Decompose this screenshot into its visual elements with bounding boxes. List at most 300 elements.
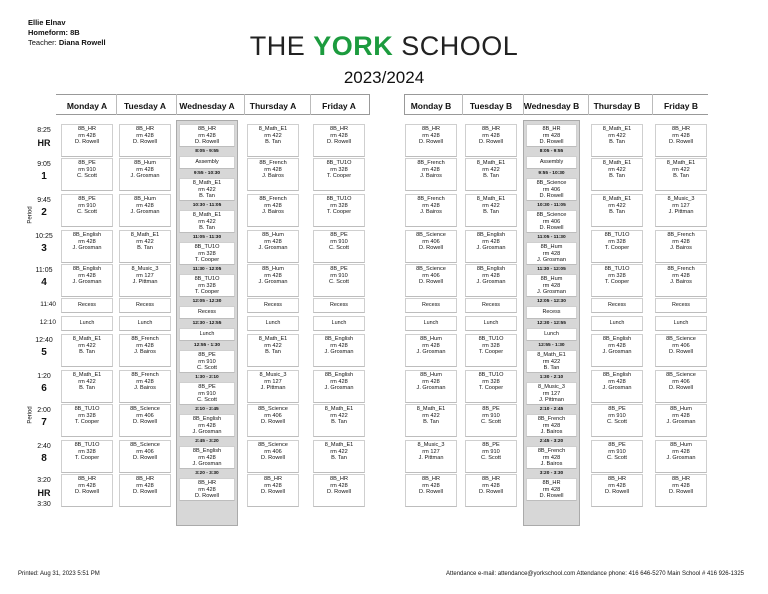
recess-block[interactable]: [179, 306, 235, 319]
class-line: 8B_French: [417, 160, 445, 166]
class-line: rm 428: [422, 166, 440, 173]
class-line: rm 428: [264, 238, 282, 245]
class-line: 8B_Science: [130, 442, 160, 448]
class-line: 8B_Hum: [134, 160, 156, 166]
class-block[interactable]: [655, 474, 707, 507]
class-line: 8B_PE: [78, 160, 96, 166]
class-line: rm 422: [330, 448, 348, 455]
class-block[interactable]: [119, 334, 171, 367]
school-logo: [0, 31, 768, 62]
class-line: 8B_HR: [77, 476, 97, 482]
lunch-block[interactable]: [526, 328, 577, 341]
class-line: rm 422: [198, 218, 216, 225]
class-block[interactable]: [61, 194, 113, 227]
recess-block[interactable]: [247, 298, 299, 313]
class-line: rm 328: [330, 166, 348, 173]
lunch-block[interactable]: [61, 316, 113, 331]
class-line: rm 428: [78, 482, 96, 489]
class-line: T. Cooper: [74, 455, 100, 462]
period-time: 11:05: [35, 267, 53, 274]
class-line: 8B_HR: [329, 476, 349, 482]
class-line: rm 428: [198, 454, 216, 461]
class-line: rm 428: [542, 422, 561, 429]
class-line: J. Grosman: [192, 429, 222, 436]
class-block[interactable]: [247, 158, 299, 191]
time-range-label: 12:55 - 1:30: [193, 343, 221, 348]
class-block[interactable]: [61, 124, 113, 157]
period-number: 1: [41, 171, 47, 182]
class-line: 8_Math_E1: [324, 406, 354, 412]
class-line: B. Tan: [331, 419, 347, 426]
assembly-block[interactable]: [179, 156, 235, 169]
period-time: 2:40: [37, 443, 51, 450]
class-line: rm 910: [608, 412, 626, 419]
class-block[interactable]: [61, 264, 113, 297]
class-block[interactable]: [313, 404, 365, 437]
class-block[interactable]: [465, 194, 517, 227]
class-line: J. Pittman: [132, 279, 158, 286]
class-block[interactable]: [465, 474, 517, 507]
lunch-block[interactable]: [179, 328, 235, 341]
class-line: J. Bairos: [262, 173, 284, 180]
class-line: J. Pittman: [668, 209, 694, 216]
class-line: 8B_TU1O: [604, 266, 630, 272]
class-line: 8B_Science: [536, 212, 567, 218]
class-line: D. Rowell: [605, 489, 629, 496]
class-line: D. Rowell: [669, 489, 693, 496]
class-line: Lunch: [79, 320, 95, 327]
recess-block[interactable]: [313, 298, 365, 313]
class-block[interactable]: [313, 124, 365, 157]
class-line: rm 428: [422, 378, 440, 385]
class-line: D. Rowell: [419, 489, 443, 496]
class-line: 8B_PE: [198, 352, 216, 358]
class-line: D. Rowell: [419, 245, 443, 252]
class-block[interactable]: [247, 334, 299, 367]
day-header: Tuesday B: [469, 100, 513, 111]
class-line: rm 428: [672, 272, 690, 279]
class-line: Lunch: [544, 331, 559, 338]
class-line: B. Tan: [199, 193, 215, 200]
class-line: rm 127: [672, 202, 690, 209]
column-divider: [244, 94, 245, 115]
class-line: Recess: [264, 302, 282, 309]
class-line: B. Tan: [673, 173, 689, 180]
class-block[interactable]: [526, 382, 577, 405]
class-block[interactable]: [119, 370, 171, 403]
class-line: rm 428: [608, 378, 626, 385]
class-block[interactable]: [405, 158, 457, 191]
class-block[interactable]: [313, 230, 365, 263]
class-block[interactable]: [247, 194, 299, 227]
class-line: C. Scott: [329, 245, 349, 252]
class-line: 8B_English: [192, 416, 222, 422]
class-line: 8_Math_E1: [130, 232, 160, 238]
class-block[interactable]: [465, 158, 517, 191]
lunch-block[interactable]: [313, 316, 365, 331]
class-line: B. Tan: [79, 385, 95, 392]
class-block[interactable]: [526, 178, 577, 201]
class-line: Lunch: [137, 320, 153, 327]
class-line: B. Tan: [265, 139, 281, 146]
class-line: 8B_Science: [258, 406, 288, 412]
class-line: 8_Music_3: [259, 372, 287, 378]
class-line: rm 428: [482, 482, 500, 489]
class-line: J. Bairos: [420, 209, 442, 216]
class-line: 8B_English: [324, 336, 354, 342]
lunch-block[interactable]: [119, 316, 171, 331]
period-time: 10:25: [35, 233, 53, 240]
class-line: 8B_Science: [416, 232, 446, 238]
class-line: 8B_TU1O: [478, 336, 504, 342]
class-line: rm 422: [608, 132, 626, 139]
class-block[interactable]: [526, 242, 577, 265]
class-line: rm 910: [608, 448, 626, 455]
class-block[interactable]: [655, 264, 707, 297]
assembly-block[interactable]: [526, 156, 577, 169]
class-block[interactable]: [465, 440, 517, 473]
class-line: B. Tan: [609, 173, 625, 180]
class-block[interactable]: [61, 440, 113, 473]
column-divider: [588, 94, 589, 115]
recess-block[interactable]: [405, 298, 457, 313]
period-label: [32, 195, 56, 219]
class-line: 8B_HR: [329, 126, 349, 132]
class-block[interactable]: [247, 404, 299, 437]
class-line: B. Tan: [483, 209, 499, 216]
class-line: C. Scott: [481, 455, 501, 462]
class-line: 8B_HR: [481, 126, 501, 132]
recess-block[interactable]: [465, 298, 517, 313]
class-block[interactable]: [179, 178, 235, 201]
class-line: rm 428: [136, 342, 154, 349]
period-number: HR: [37, 138, 51, 148]
class-line: 8B_HR: [607, 476, 627, 482]
class-line: rm 406: [542, 218, 561, 225]
day-header: Monday B: [410, 100, 452, 111]
class-block[interactable]: [465, 404, 517, 437]
class-line: D. Rowell: [539, 493, 564, 500]
class-line: J. Bairos: [670, 245, 692, 252]
class-line: 8B_English: [602, 336, 632, 342]
class-block[interactable]: [591, 158, 643, 191]
class-line: D. Rowell: [419, 279, 443, 286]
class-block[interactable]: [179, 274, 235, 297]
class-block[interactable]: [526, 124, 577, 147]
class-line: 8_Math_E1: [666, 160, 696, 166]
class-line: rm 428: [542, 282, 561, 289]
class-block[interactable]: [526, 414, 577, 437]
class-line: rm 428: [136, 378, 154, 385]
class-line: 8B_PE: [330, 232, 348, 238]
class-line: rm 428: [136, 166, 154, 173]
class-block[interactable]: [61, 334, 113, 367]
period-label: [32, 475, 56, 511]
class-block[interactable]: [405, 334, 457, 367]
recess-block[interactable]: [655, 298, 707, 313]
class-line: D. Rowell: [261, 489, 285, 496]
class-block[interactable]: [247, 474, 299, 507]
class-line: rm 328: [198, 282, 216, 289]
period-time: 12:40: [35, 337, 53, 344]
class-line: B. Tan: [265, 349, 281, 356]
class-line: rm 428: [330, 132, 348, 139]
class-line: B. Tan: [609, 209, 625, 216]
class-block[interactable]: [405, 124, 457, 157]
class-line: 8B_HR: [135, 476, 155, 482]
class-block[interactable]: [591, 264, 643, 297]
class-block[interactable]: [405, 440, 457, 473]
period-number: 8: [41, 453, 47, 464]
class-block[interactable]: [591, 230, 643, 263]
period-number: HR: [37, 488, 51, 498]
class-line: rm 127: [136, 272, 154, 279]
lunch-block[interactable]: [405, 316, 457, 331]
class-line: 8B_TU1O: [194, 276, 220, 282]
class-block[interactable]: [405, 474, 457, 507]
day-header: Wednesday A: [179, 100, 235, 111]
class-block[interactable]: [179, 446, 235, 469]
class-line: B. Tan: [543, 365, 560, 372]
class-block[interactable]: [179, 124, 235, 147]
class-block[interactable]: [405, 230, 457, 263]
class-block[interactable]: [655, 334, 707, 367]
class-line: D. Rowell: [195, 139, 219, 146]
class-line: D. Rowell: [669, 385, 693, 392]
column-divider: [176, 94, 177, 115]
class-line: rm 428: [198, 486, 216, 493]
class-block[interactable]: [591, 440, 643, 473]
class-block[interactable]: [465, 230, 517, 263]
class-line: rm 328: [482, 342, 500, 349]
class-block[interactable]: [313, 370, 365, 403]
time-range-label: 3:20 - 3:30: [195, 471, 219, 476]
class-block[interactable]: [247, 124, 299, 157]
class-block[interactable]: [119, 158, 171, 191]
class-line: J. Pittman: [418, 455, 444, 462]
class-line: C. Scott: [77, 173, 97, 180]
class-block[interactable]: [247, 264, 299, 297]
homeform-label: Homeform:: [28, 28, 69, 37]
class-block[interactable]: [526, 210, 577, 233]
class-line: 8B_English: [324, 372, 354, 378]
class-line: 8_Math_E1: [72, 336, 102, 342]
class-block[interactable]: [526, 446, 577, 469]
class-line: rm 910: [330, 272, 348, 279]
class-line: J. Grosman: [130, 173, 160, 180]
class-line: J. Grosman: [602, 385, 632, 392]
class-block[interactable]: [119, 264, 171, 297]
class-block[interactable]: [655, 230, 707, 263]
class-block[interactable]: [61, 404, 113, 437]
class-line: rm 428: [672, 482, 690, 489]
lunch-block[interactable]: [655, 316, 707, 331]
class-line: D. Rowell: [75, 489, 99, 496]
class-block[interactable]: [591, 124, 643, 157]
recess-block[interactable]: [591, 298, 643, 313]
day-header: Thursday B: [593, 100, 641, 111]
class-line: B. Tan: [79, 349, 95, 356]
class-block[interactable]: [405, 264, 457, 297]
class-block[interactable]: [655, 370, 707, 403]
class-block[interactable]: [526, 478, 577, 501]
class-line: rm 428: [198, 422, 216, 429]
lunch-block[interactable]: [465, 316, 517, 331]
period-number: 5: [41, 347, 47, 358]
class-block[interactable]: [119, 474, 171, 507]
class-line: B. Tan: [609, 139, 625, 146]
class-line: Recess: [136, 302, 154, 309]
class-block[interactable]: [179, 414, 235, 437]
class-block[interactable]: [179, 382, 235, 405]
class-block[interactable]: [247, 440, 299, 473]
class-line: J. Bairos: [540, 461, 563, 468]
class-line: D. Rowell: [669, 139, 693, 146]
class-block[interactable]: [247, 230, 299, 263]
class-line: rm 406: [136, 448, 154, 455]
class-block[interactable]: [465, 334, 517, 367]
class-line: Lunch: [265, 320, 281, 327]
class-line: D. Rowell: [133, 419, 157, 426]
class-line: 8B_French: [131, 336, 159, 342]
class-block[interactable]: [655, 404, 707, 437]
class-block[interactable]: [119, 194, 171, 227]
class-block[interactable]: [313, 194, 365, 227]
class-line: 8B_English: [72, 266, 102, 272]
class-block[interactable]: [61, 230, 113, 263]
class-line: Recess: [78, 302, 96, 309]
class-line: rm 428: [422, 132, 440, 139]
class-block[interactable]: [313, 334, 365, 367]
class-block[interactable]: [526, 350, 577, 373]
class-line: rm 406: [672, 378, 690, 385]
time-range-label: 2:10 - 2:45: [195, 407, 219, 412]
class-block[interactable]: [655, 158, 707, 191]
teacher-value: Diana Rowell: [58, 38, 106, 47]
class-block[interactable]: [61, 158, 113, 191]
class-block[interactable]: [526, 274, 577, 297]
time-range-label: 8:05 - 9:55: [539, 149, 564, 154]
class-line: C. Scott: [329, 279, 349, 286]
recess-block[interactable]: [61, 298, 113, 313]
class-line: 8B_PE: [482, 406, 500, 412]
class-line: D. Rowell: [261, 455, 285, 462]
class-block[interactable]: [405, 194, 457, 227]
class-block[interactable]: [313, 158, 365, 191]
teacher-label: Teacher:: [28, 38, 57, 47]
class-line: rm 428: [672, 412, 690, 419]
class-block[interactable]: [465, 124, 517, 157]
class-line: J. Grosman: [416, 385, 446, 392]
class-line: rm 422: [608, 166, 626, 173]
lunch-block[interactable]: [591, 316, 643, 331]
day-header: Friday B: [663, 100, 698, 111]
class-block[interactable]: [313, 440, 365, 473]
period-time: 1:20: [37, 373, 51, 380]
printed-date: Printed: Aug 31, 2023 5:51 PM: [18, 571, 100, 577]
class-line: 8B_TU1O: [74, 442, 100, 448]
lunch-block[interactable]: [247, 316, 299, 331]
class-line: rm 428: [136, 132, 154, 139]
class-block[interactable]: [465, 370, 517, 403]
class-block[interactable]: [61, 474, 113, 507]
class-line: 8B_HR: [481, 476, 501, 482]
class-line: rm 328: [198, 250, 216, 257]
class-line: J. Grosman: [258, 245, 288, 252]
class-block[interactable]: [405, 404, 457, 437]
class-line: rm 428: [264, 166, 282, 173]
class-line: rm 328: [78, 448, 96, 455]
class-block[interactable]: [119, 230, 171, 263]
class-block[interactable]: [591, 474, 643, 507]
class-line: rm 406: [264, 412, 282, 419]
period-time: 9:45: [37, 197, 51, 204]
class-block[interactable]: [655, 124, 707, 157]
class-block[interactable]: [405, 370, 457, 403]
class-block[interactable]: [119, 124, 171, 157]
class-line: 8_Music_3: [417, 442, 445, 448]
time-range-label: 1:30 - 2:10: [195, 375, 219, 380]
time-range-label: 11:30 - 12:05: [537, 267, 566, 272]
class-line: rm 328: [482, 378, 500, 385]
class-line: D. Rowell: [539, 193, 564, 200]
class-line: D. Rowell: [195, 493, 219, 500]
time-range-label: 1:30 - 2:10: [539, 375, 564, 380]
class-line: 8B_PE: [608, 442, 626, 448]
class-block[interactable]: [179, 210, 235, 233]
period-end-time: 3:30: [37, 501, 51, 508]
class-line: 8B_TU1O: [326, 196, 352, 202]
recess-block[interactable]: [119, 298, 171, 313]
class-block[interactable]: [313, 474, 365, 507]
class-line: rm 428: [78, 132, 96, 139]
period-label: [32, 335, 56, 359]
class-line: J. Grosman: [324, 385, 354, 392]
class-line: T. Cooper: [74, 419, 100, 426]
class-line: 8B_Hum: [134, 196, 156, 202]
class-line: D. Rowell: [419, 139, 443, 146]
class-block[interactable]: [655, 194, 707, 227]
class-line: 8B_English: [476, 232, 506, 238]
class-line: rm 910: [482, 412, 500, 419]
class-line: J. Bairos: [134, 349, 156, 356]
class-line: rm 910: [198, 390, 216, 397]
class-block[interactable]: [247, 370, 299, 403]
class-line: rm 422: [136, 238, 154, 245]
class-block[interactable]: [591, 404, 643, 437]
class-block[interactable]: [179, 478, 235, 501]
class-line: 8B_PE: [608, 406, 626, 412]
class-line: C. Scott: [607, 419, 627, 426]
class-block[interactable]: [655, 440, 707, 473]
class-block[interactable]: [591, 194, 643, 227]
class-block[interactable]: [179, 350, 235, 373]
class-line: 8B_English: [192, 448, 222, 454]
class-block[interactable]: [313, 264, 365, 297]
class-line: rm 328: [78, 412, 96, 419]
class-block[interactable]: [61, 370, 113, 403]
recess-block[interactable]: [526, 306, 577, 319]
class-block[interactable]: [465, 264, 517, 297]
class-block[interactable]: [179, 242, 235, 265]
class-block[interactable]: [119, 404, 171, 437]
class-line: C. Scott: [607, 455, 627, 462]
class-block[interactable]: [591, 334, 643, 367]
class-line: 8_Math_E1: [416, 406, 446, 412]
homeform-value: 8B: [70, 28, 80, 37]
class-block[interactable]: [119, 440, 171, 473]
class-block[interactable]: [591, 370, 643, 403]
